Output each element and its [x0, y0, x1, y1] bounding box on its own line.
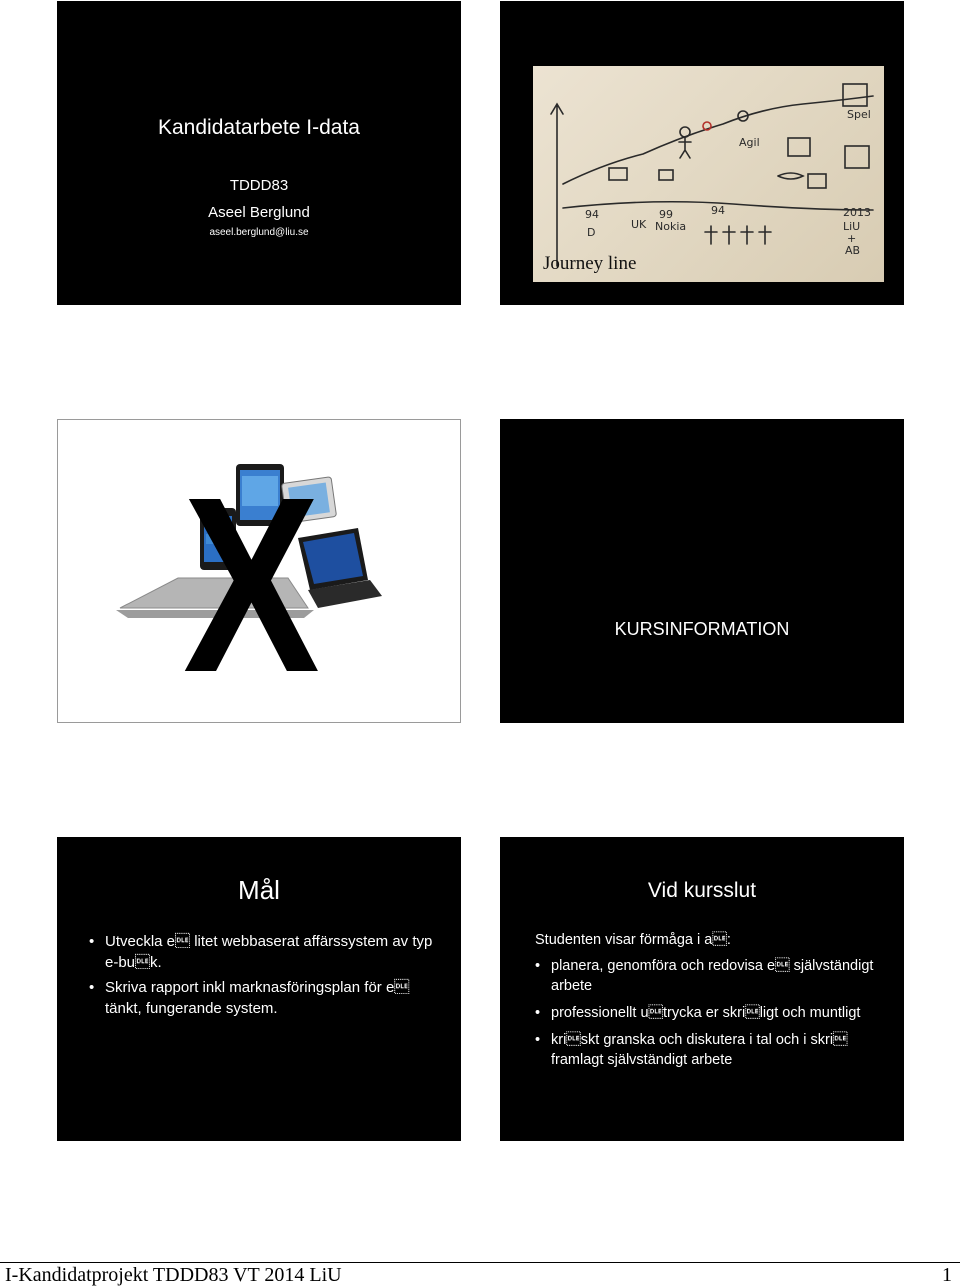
x-letter: X: [183, 445, 320, 723]
footer-divider: [0, 1262, 960, 1263]
list-item: • kriskt granska och diskutera i tal och i skri framlagt självständigt arbete: [535, 1030, 885, 1070]
journey-sketch: [533, 66, 884, 282]
sketch-note-spel: Spel: [847, 108, 871, 121]
journey-line-photo: [533, 66, 884, 282]
sketch-note-94b: 94: [711, 204, 725, 217]
list-item: • Utveckla e litet webbaserat affärssystem av typ e-buk.: [89, 931, 439, 973]
sketch-note-uk: UK: [631, 218, 647, 231]
slide-mal: [57, 837, 461, 1141]
slide-devices: [57, 419, 461, 723]
slide-heading: Mål: [238, 875, 280, 905]
author-email: aseel.berglund@liu.se: [209, 227, 309, 238]
outcome-list: [535, 956, 885, 1077]
page-footer: [0, 1258, 960, 1288]
sketch-note-ab: AB: [845, 244, 861, 257]
slide-journey-line: [500, 1, 904, 305]
slide-heading: Vid kursslut: [647, 879, 757, 902]
slide-kursinformation: [500, 419, 904, 723]
sketch-note-2013: 2013: [843, 206, 871, 219]
footer-title: I-Kandidatprojekt TDDD83 VT 2014 LiU: [5, 1264, 342, 1286]
author-name: Aseel Berglund: [208, 204, 310, 221]
sketch-note-d: D: [587, 226, 596, 239]
slide-title-heading: Kandidatarbete I-data: [158, 116, 360, 139]
goal-list: [89, 931, 439, 1023]
list-item: • Skriva rapport inkl marknasföringsplan för e tänkt, fungerande system.: [89, 977, 439, 1019]
list-item: • planera, genomföra och redovisa e självständigt arbete: [535, 956, 885, 996]
sketch-note-nokia: Nokia: [655, 220, 687, 233]
sketch-note-agil: Agil: [739, 136, 760, 149]
list-item: • professionellt utrycka er skriligt och muntligt: [535, 1003, 885, 1023]
sketch-note-94: 94: [585, 208, 599, 221]
course-code: TDDD83: [229, 177, 289, 194]
sketch-note-99: 99: [659, 208, 673, 221]
sketch-note-liu: LiU: [843, 220, 861, 233]
slide-vid-kursslut: [500, 837, 904, 1141]
sketch-note-plus: +: [847, 232, 857, 245]
section-heading: KURSINFORMATION: [614, 619, 790, 639]
slide-title: [57, 1, 461, 305]
intro-text: Studenten visar förmåga i a:: [535, 932, 731, 948]
page-number: 1: [942, 1264, 952, 1286]
journey-line-caption: Journey line: [543, 253, 637, 274]
